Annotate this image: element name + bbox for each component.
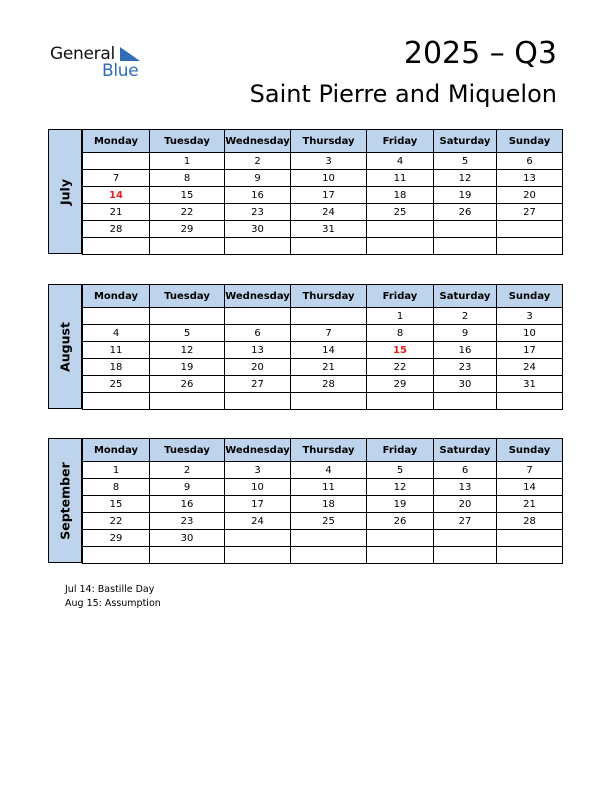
week-row bbox=[83, 530, 563, 547]
day-cell: 29 bbox=[367, 376, 434, 393]
month-table bbox=[82, 284, 563, 410]
day-cell: 13 bbox=[497, 170, 563, 187]
day-cell: 29 bbox=[150, 221, 225, 238]
weekday-header: Thursday bbox=[291, 285, 367, 308]
day-cell: 20 bbox=[434, 496, 497, 513]
day-cell: 18 bbox=[291, 496, 367, 513]
day-cell: 7 bbox=[497, 462, 563, 479]
weekday-header: Friday bbox=[367, 130, 434, 153]
month-label bbox=[48, 284, 82, 409]
day-cell: 1 bbox=[367, 308, 434, 325]
month-name: July bbox=[57, 178, 73, 205]
day-cell: 6 bbox=[497, 153, 563, 170]
weekday-header: Friday bbox=[367, 439, 434, 462]
day-cell: 17 bbox=[225, 496, 291, 513]
day-cell: 17 bbox=[291, 187, 367, 204]
day-cell: 21 bbox=[83, 204, 150, 221]
weekday-header: Wednesday bbox=[225, 285, 291, 308]
empty-day-cell bbox=[150, 547, 225, 564]
month-calendar-august bbox=[48, 284, 563, 409]
day-cell: 7 bbox=[83, 170, 150, 187]
day-cell: 22 bbox=[367, 359, 434, 376]
day-cell: 26 bbox=[367, 513, 434, 530]
day-cell: 3 bbox=[497, 308, 563, 325]
day-cell: 18 bbox=[367, 187, 434, 204]
day-cell: 27 bbox=[434, 513, 497, 530]
day-cell: 30 bbox=[225, 221, 291, 238]
weekday-header: Saturday bbox=[434, 439, 497, 462]
day-cell: 31 bbox=[291, 221, 367, 238]
weekday-header: Thursday bbox=[291, 439, 367, 462]
day-cell: 25 bbox=[291, 513, 367, 530]
empty-day-cell bbox=[83, 153, 150, 170]
week-row bbox=[83, 376, 563, 393]
day-cell: 9 bbox=[434, 325, 497, 342]
week-row bbox=[83, 393, 563, 410]
day-cell: 12 bbox=[150, 342, 225, 359]
day-cell: 9 bbox=[150, 479, 225, 496]
weekday-header-row bbox=[83, 285, 563, 308]
empty-day-cell bbox=[83, 238, 150, 255]
holiday-notes bbox=[65, 583, 161, 611]
day-cell: 15 bbox=[83, 496, 150, 513]
empty-day-cell bbox=[83, 393, 150, 410]
week-row bbox=[83, 547, 563, 564]
holiday-note: Aug 15: Assumption bbox=[65, 598, 161, 609]
day-cell: 21 bbox=[497, 496, 563, 513]
day-cell: 7 bbox=[291, 325, 367, 342]
weekday-header: Sunday bbox=[497, 285, 563, 308]
day-cell: 17 bbox=[497, 342, 563, 359]
day-cell: 1 bbox=[83, 462, 150, 479]
day-cell: 20 bbox=[497, 187, 563, 204]
month-name: September bbox=[57, 461, 73, 540]
day-cell: 16 bbox=[150, 496, 225, 513]
day-cell: 3 bbox=[225, 462, 291, 479]
week-row bbox=[83, 221, 563, 238]
day-cell: 16 bbox=[225, 187, 291, 204]
day-cell: 28 bbox=[497, 513, 563, 530]
weekday-header: Sunday bbox=[497, 439, 563, 462]
day-cell: 29 bbox=[83, 530, 150, 547]
weekday-header-row bbox=[83, 130, 563, 153]
empty-day-cell bbox=[225, 238, 291, 255]
day-cell: 23 bbox=[150, 513, 225, 530]
day-cell: 19 bbox=[434, 187, 497, 204]
day-cell: 8 bbox=[150, 170, 225, 187]
holiday-note: Jul 14: Bastille Day bbox=[65, 584, 155, 595]
empty-day-cell bbox=[497, 530, 563, 547]
empty-day-cell bbox=[434, 547, 497, 564]
empty-day-cell bbox=[367, 221, 434, 238]
day-cell: 8 bbox=[83, 479, 150, 496]
empty-day-cell bbox=[83, 308, 150, 325]
week-row bbox=[83, 462, 563, 479]
day-cell: 22 bbox=[83, 513, 150, 530]
day-cell: 5 bbox=[150, 325, 225, 342]
day-cell: 15 bbox=[150, 187, 225, 204]
day-cell: 24 bbox=[291, 204, 367, 221]
empty-day-cell bbox=[434, 221, 497, 238]
day-cell: 1 bbox=[150, 153, 225, 170]
empty-day-cell bbox=[291, 530, 367, 547]
day-cell: 26 bbox=[150, 376, 225, 393]
day-cell: 25 bbox=[83, 376, 150, 393]
day-cell: 4 bbox=[291, 462, 367, 479]
generalblue-logo bbox=[50, 44, 150, 84]
day-cell: 8 bbox=[367, 325, 434, 342]
empty-day-cell bbox=[497, 547, 563, 564]
day-cell: 10 bbox=[497, 325, 563, 342]
week-row bbox=[83, 187, 563, 204]
week-row bbox=[83, 153, 563, 170]
empty-day-cell bbox=[367, 393, 434, 410]
empty-day-cell bbox=[367, 238, 434, 255]
empty-day-cell bbox=[291, 238, 367, 255]
day-cell: 2 bbox=[434, 308, 497, 325]
empty-day-cell bbox=[225, 547, 291, 564]
day-cell: 27 bbox=[497, 204, 563, 221]
weekday-header: Monday bbox=[83, 130, 150, 153]
empty-day-cell bbox=[291, 393, 367, 410]
day-cell: 11 bbox=[291, 479, 367, 496]
week-row bbox=[83, 513, 563, 530]
week-row bbox=[83, 479, 563, 496]
month-label bbox=[48, 438, 82, 563]
day-cell: 16 bbox=[434, 342, 497, 359]
logo-word-blue: Blue bbox=[102, 61, 139, 81]
weekday-header: Monday bbox=[83, 439, 150, 462]
empty-day-cell bbox=[150, 308, 225, 325]
week-row bbox=[83, 238, 563, 255]
day-cell: 4 bbox=[83, 325, 150, 342]
day-cell: 14 bbox=[497, 479, 563, 496]
empty-day-cell bbox=[150, 393, 225, 410]
day-cell: 19 bbox=[367, 496, 434, 513]
day-cell: 2 bbox=[225, 153, 291, 170]
day-cell: 5 bbox=[367, 462, 434, 479]
day-cell: 27 bbox=[225, 376, 291, 393]
empty-day-cell bbox=[434, 238, 497, 255]
empty-day-cell bbox=[367, 547, 434, 564]
week-row bbox=[83, 204, 563, 221]
day-cell: 30 bbox=[150, 530, 225, 547]
day-cell: 10 bbox=[291, 170, 367, 187]
day-cell: 22 bbox=[150, 204, 225, 221]
day-cell: 24 bbox=[497, 359, 563, 376]
day-cell: 3 bbox=[291, 153, 367, 170]
weekday-header: Tuesday bbox=[150, 130, 225, 153]
weekday-header: Tuesday bbox=[150, 285, 225, 308]
day-cell: 5 bbox=[434, 153, 497, 170]
holiday-day-cell: 14 bbox=[83, 187, 150, 204]
day-cell: 6 bbox=[434, 462, 497, 479]
day-cell: 13 bbox=[434, 479, 497, 496]
day-cell: 9 bbox=[225, 170, 291, 187]
day-cell: 11 bbox=[367, 170, 434, 187]
day-cell: 26 bbox=[434, 204, 497, 221]
day-cell: 12 bbox=[367, 479, 434, 496]
empty-day-cell bbox=[150, 238, 225, 255]
empty-day-cell bbox=[291, 547, 367, 564]
day-cell: 13 bbox=[225, 342, 291, 359]
day-cell: 2 bbox=[150, 462, 225, 479]
month-label bbox=[48, 129, 82, 254]
empty-day-cell bbox=[497, 238, 563, 255]
empty-day-cell bbox=[225, 530, 291, 547]
day-cell: 20 bbox=[225, 359, 291, 376]
weekday-header: Saturday bbox=[434, 285, 497, 308]
week-row bbox=[83, 308, 563, 325]
page-subtitle: Saint Pierre and Miquelon bbox=[249, 80, 557, 108]
day-cell: 25 bbox=[367, 204, 434, 221]
weekday-header: Friday bbox=[367, 285, 434, 308]
holiday-day-cell: 15 bbox=[367, 342, 434, 359]
day-cell: 19 bbox=[150, 359, 225, 376]
week-row bbox=[83, 496, 563, 513]
empty-day-cell bbox=[434, 393, 497, 410]
day-cell: 23 bbox=[434, 359, 497, 376]
day-cell: 21 bbox=[291, 359, 367, 376]
week-row bbox=[83, 359, 563, 376]
month-table bbox=[82, 129, 563, 255]
logo-word-general: General bbox=[50, 44, 115, 64]
empty-day-cell bbox=[434, 530, 497, 547]
weekday-header: Tuesday bbox=[150, 439, 225, 462]
month-table bbox=[82, 438, 563, 564]
day-cell: 31 bbox=[497, 376, 563, 393]
day-cell: 10 bbox=[225, 479, 291, 496]
day-cell: 6 bbox=[225, 325, 291, 342]
day-cell: 14 bbox=[291, 342, 367, 359]
month-calendar-september bbox=[48, 438, 563, 563]
weekday-header: Sunday bbox=[497, 130, 563, 153]
weekday-header: Saturday bbox=[434, 130, 497, 153]
empty-day-cell bbox=[225, 393, 291, 410]
day-cell: 12 bbox=[434, 170, 497, 187]
day-cell: 24 bbox=[225, 513, 291, 530]
weekday-header: Thursday bbox=[291, 130, 367, 153]
empty-day-cell bbox=[83, 547, 150, 564]
day-cell: 23 bbox=[225, 204, 291, 221]
page-title: 2025 – Q3 bbox=[403, 36, 557, 71]
day-cell: 28 bbox=[83, 221, 150, 238]
month-name: August bbox=[57, 321, 73, 372]
empty-day-cell bbox=[367, 530, 434, 547]
empty-day-cell bbox=[497, 221, 563, 238]
weekday-header-row bbox=[83, 439, 563, 462]
empty-day-cell bbox=[497, 393, 563, 410]
empty-day-cell bbox=[225, 308, 291, 325]
week-row bbox=[83, 170, 563, 187]
weekday-header: Monday bbox=[83, 285, 150, 308]
empty-day-cell bbox=[291, 308, 367, 325]
day-cell: 11 bbox=[83, 342, 150, 359]
weekday-header: Wednesday bbox=[225, 130, 291, 153]
week-row bbox=[83, 325, 563, 342]
month-calendar-july bbox=[48, 129, 563, 254]
weekday-header: Wednesday bbox=[225, 439, 291, 462]
day-cell: 28 bbox=[291, 376, 367, 393]
day-cell: 18 bbox=[83, 359, 150, 376]
week-row bbox=[83, 342, 563, 359]
day-cell: 4 bbox=[367, 153, 434, 170]
day-cell: 30 bbox=[434, 376, 497, 393]
